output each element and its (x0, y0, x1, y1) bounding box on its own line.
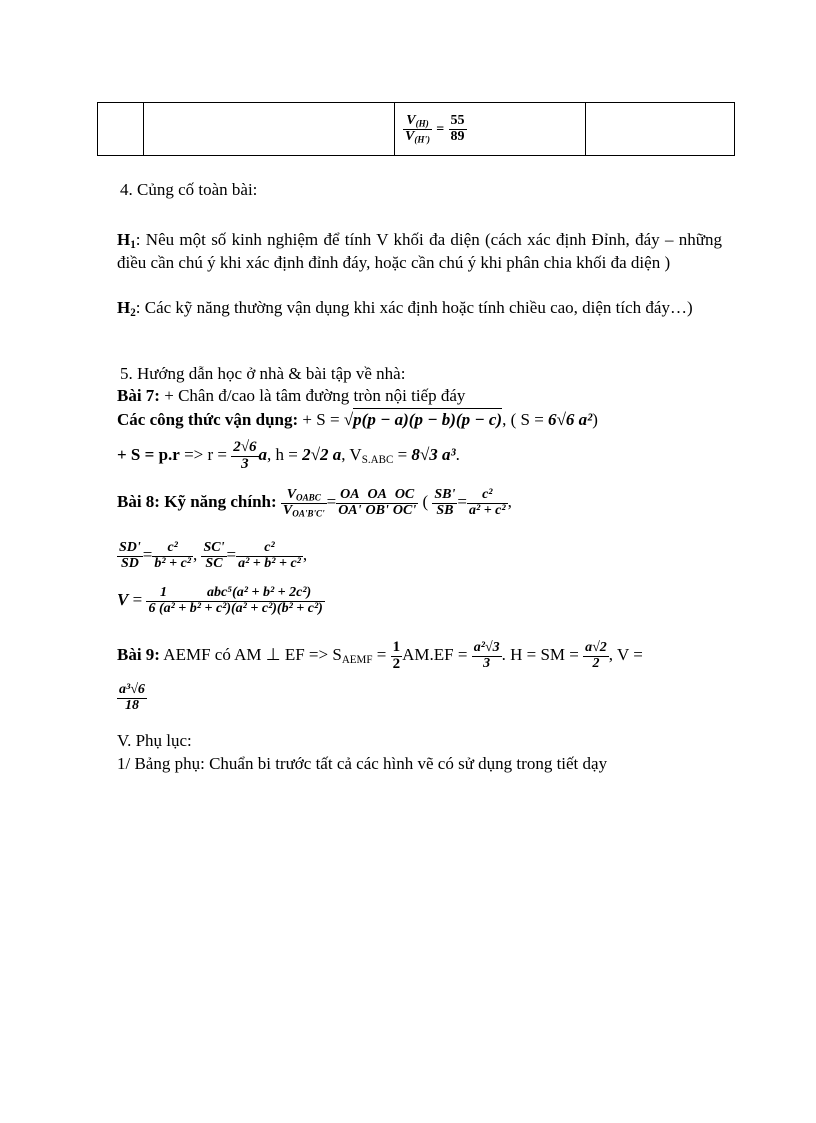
fraction-sd: $\frac{SD'}{SD}$ (119, 540, 141, 571)
radius-fraction: $\frac{2√6}{3}$ (233, 439, 257, 472)
area-fraction: $\frac{\text{a²√3}}{3}$ (473, 640, 500, 671)
volume-ratio-fraction: $\frac{V_{OABC}}{V_{OA'B'C'}}$ (282, 487, 325, 518)
ratios-line: $\frac{SD'}{SD}$ = $\frac{\text{c²}}{\text{b² + c²}}$ , $\frac{SC'}{SC}$ = $\frac{\text{c²}}{\text{a² + b² + c²}}$ , (119, 540, 308, 571)
appendix-heading: V. Phụ lục: (117, 731, 192, 750)
fraction-sc: $\frac{SC'}{SC}$ (203, 540, 225, 571)
bai7-line: Bài 7: + Chân đ/cao là tâm đường tròn nội tiếp đáy (117, 386, 466, 405)
ratio-value: $\frac{55}{89}$ (450, 112, 465, 144)
volume-formula: $\frac{\text{1 abc⁵(a² + b² + 2c²)}}{\text{6 (a² + b² + c²)(a² + c²)(b² + c²)}}$ (148, 585, 323, 616)
fraction-sd-value: $\frac{\text{c²}}{\text{b² + c²}}$ (154, 540, 191, 571)
fraction-oc: $\frac{OC}{OC'}$ (392, 487, 417, 518)
height-fraction: $\frac{a√2}{2}$ (585, 640, 607, 671)
volume-formula-line: V = $\frac{\text{1 abc⁵(a² + b² + 2c²)}}{\text{6 (a² + b² + c²)(a² + c²)(b² + c²)}}$ (117, 585, 323, 616)
bai9-line: Bài 9: AEMF có AM ⊥ EF => $S_{AEMF}$ = $\frac{1}{2}$ AM.EF = $\frac{\text{a²√3}}{3}$ . H = SM = $\frac{a√2}{2}$ , V = (117, 639, 643, 672)
fraction-sb-value: $\frac{\text{c²}}{\text{a² + c²}}$ (469, 487, 506, 518)
h1-label: $H_1$ (117, 230, 136, 251)
fraction-sb: $\frac{SB'}{SB}$ (434, 487, 456, 518)
h2-paragraph: $H_2$: Các kỹ năng thường vận dụng khi xác định hoặc tính chiều cao, diện tích đáy…) (117, 298, 693, 319)
appendix-item: 1/ Bảng phụ: Chuẩn bi trước tất cả các hình vẽ có sử dụng trong tiết dạy (117, 754, 608, 773)
h2-label: $H_2$ (117, 298, 136, 319)
table-cell (144, 103, 395, 156)
summary-table (97, 102, 735, 156)
h1-paragraph: $H_1$: Nêu một số kinh nghiệm để tính V khối đa diện (cách xác định Đỉnh, đáy – những điều cần chú ý khi xác định đỉnh đáy, hoặc cần chú ý khi phân chia khối đa diện ) (117, 230, 722, 272)
fraction-sc-value: $\frac{\text{c²}}{\text{a² + b² + c²}}$ (238, 540, 301, 571)
half-fraction: $\frac{1}{2}$ (392, 639, 401, 672)
heron-formula: p(p − a)(p − b)(p − c) (353, 410, 503, 429)
bai8-line: Bài 8: Kỹ năng chính: $\frac{V_{OABC}}{V_{OA'B'C'}}$ = $\frac{OA}{OA'}$ $\frac{OA}{OB'}$ $\frac{OC}{OC'}$ ( $\frac{SB'}{SB}$ = $\frac{\text{c²}}{\text{a² + c²}}$ , (117, 487, 512, 518)
table-row (98, 103, 735, 156)
section-5-heading: 5. Hướng dẫn học ở nhà & bài tập về nhà: (120, 364, 406, 383)
formula-line: Các công thức vận dụng: + S = √p(p − a)(p − b)(p − c), ( S = 6√6 a²) (117, 410, 598, 429)
volume-ratio-cell: $\frac{V_{(H)}}{V_{(H')}}$ = $\frac{55}{89}$ (395, 103, 586, 156)
section-4-heading: 4. Củng cố toàn bài: (120, 180, 258, 199)
final-volume: $\frac{\text{a³√6}}{18}$ (119, 682, 145, 713)
radius-line: + S = p.r => r = $\frac{2√6}{3}$ a, h = 2√2 a, $V_{S.ABC} = 8√3$ a³. (117, 439, 460, 472)
fraction-oa: $\frac{OA}{OA'}$ (338, 487, 362, 518)
table-cell (98, 103, 144, 156)
table-cell (586, 103, 735, 156)
volume-ratio: $\frac{V_{(H)}}{V_{(H')}}$ (405, 112, 431, 144)
fraction-ob: $\frac{OA}{OB'}$ (365, 487, 389, 518)
